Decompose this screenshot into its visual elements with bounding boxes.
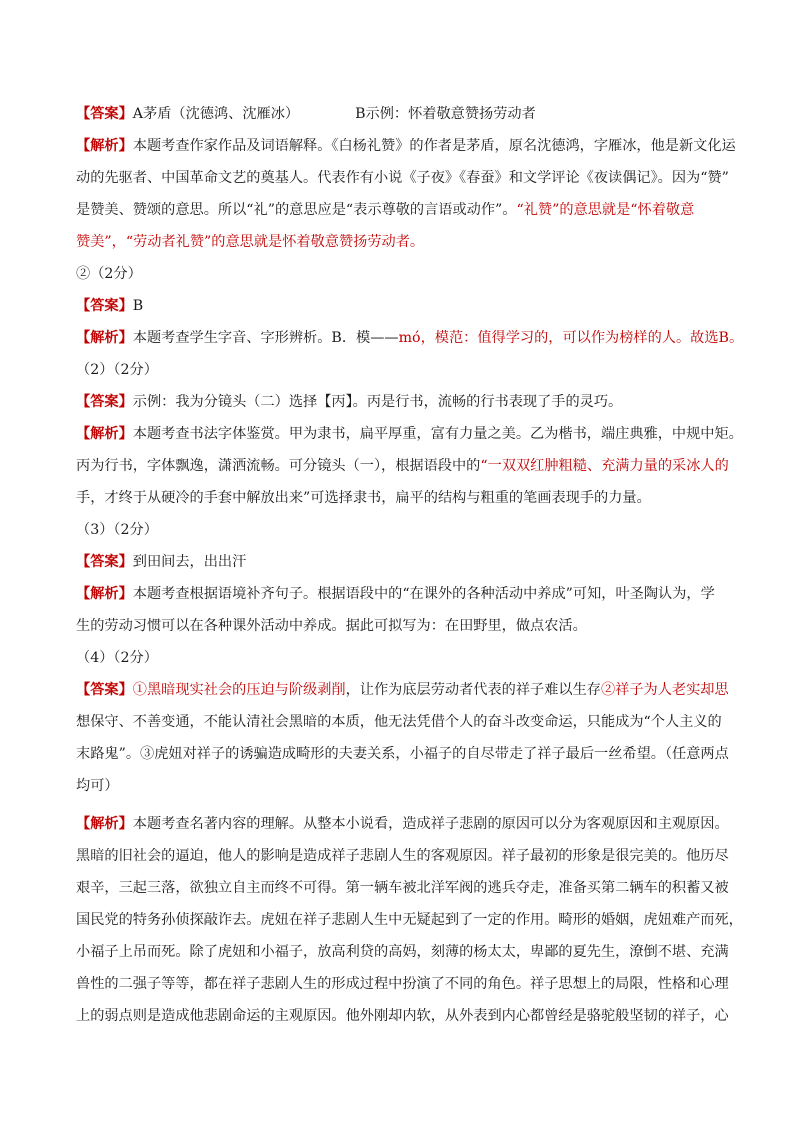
text-segment: 本题考查根据语境补齐句子。根据语段中的“在课外的各种活动中养成”可知，叶圣陶认为，学 xyxy=(132,586,715,602)
highlighted-text: “礼赞”的意思就是“怀着敬意 xyxy=(516,202,695,218)
text-segment: 动的先驱者、中国革命文艺的奠基人。代表作有小说《子夜》《春蚕》和文学评论《夜读偶记》。因为“赞” xyxy=(76,170,729,186)
text-line xyxy=(76,194,726,226)
text-segment: 黑暗的旧社会的逼迫，他人的影响是造成祥子悲剧人生的客观原因。祥子最初的形象是很完美的。他历尽 xyxy=(76,848,729,864)
answer-analysis-content xyxy=(76,98,744,1032)
text-line xyxy=(76,936,729,968)
text-line xyxy=(76,674,729,706)
text-segment: （2）（2分） xyxy=(76,362,158,378)
text-line xyxy=(76,482,726,514)
text-segment: 小福子上吊而死。除了虎妞和小福子，放高利贷的高妈，刻薄的杨太太，卑鄙的夏先生，潦倒不堪、充满 xyxy=(76,944,729,960)
highlighted-text: mó，模范：值得学习的，可以作为榜样的人。故选B。 xyxy=(398,330,744,346)
text-segment: 本题考查名著内容的理解。从整本小说看，造成祥子悲剧的原因可以分为客观原因和主观原因。 xyxy=(132,816,729,832)
text-line xyxy=(76,386,726,418)
text-segment: 本题考查书法字体鉴赏。甲为隶书，扁平厚重，富有力量之美。乙为楷书，端庄典雅，中规中矩。 xyxy=(132,426,743,442)
text-segment: （4）（2分） xyxy=(76,650,158,666)
text-segment: B示例：怀着敬意赞扬劳动者 xyxy=(355,106,536,122)
text-line xyxy=(76,130,736,162)
section-label: 【解析】 xyxy=(76,426,133,442)
text-segment: 是赞美、赞颂的意思。所以“礼”的意思应是“表示尊敬的言语或动作”。 xyxy=(76,202,517,218)
text-line xyxy=(76,290,726,322)
text-line xyxy=(76,738,729,770)
section-label: 【解析】 xyxy=(76,330,133,346)
text-line xyxy=(76,418,743,450)
section-label: 【解析】 xyxy=(76,138,133,154)
text-segment: 本题考查作家作品及词语解释。《白杨礼赞》的作者是茅盾，原名沈德鸿，字雁冰，他是新文化运 xyxy=(132,138,736,154)
text-segment: 丙为行书，字体飘逸，潇洒流畅。可分镜头（一），根据语段中的 xyxy=(76,458,481,474)
text-line xyxy=(76,546,726,578)
text-line xyxy=(76,1000,729,1032)
section-label: 【答案】 xyxy=(76,682,133,698)
highlighted-text: ①黑暗现实社会的压迫与阶级剥削 xyxy=(132,682,346,698)
highlighted-text: ②祥子为人老实却思 xyxy=(600,682,729,698)
section-label: 【解析】 xyxy=(76,816,133,832)
text-segment: 本题考查学生字音、字形辨析。B．模—— xyxy=(132,330,399,346)
text-segment: 上的弱点则是造成他悲剧命运的主观原因。他外刚却内软，从外表到内心都曾经是骆驼般坚韧的祥子，心 xyxy=(76,1008,729,1024)
text-line xyxy=(76,904,743,936)
text-line xyxy=(76,258,726,290)
text-segment: 均可） xyxy=(76,778,119,794)
text-segment: 手，才终于从硬冷的手套中解放出来”可选择隶书，扁平的结构与粗重的笔画表现手的力量。 xyxy=(76,490,651,506)
text-line xyxy=(76,98,726,130)
highlighted-text: 赞美”，“劳动者礼赞”的意思就是怀着敬意赞扬劳动者。 xyxy=(76,234,425,250)
text-line xyxy=(76,450,729,482)
text-segment: 示例：我为分镜头（二）选择【丙】。丙是行书，流畅的行书表现了手的灵巧。 xyxy=(132,394,623,410)
text-line xyxy=(76,872,729,904)
text-segment: （3）（2分） xyxy=(76,522,158,538)
text-line xyxy=(76,578,726,610)
text-line xyxy=(76,642,726,674)
text-line xyxy=(76,706,726,738)
text-segment: 想保守、不善变通，不能认清社会黑暗的本质，他无法凭借个人的奋斗改变命运，只能成为“个人主义的 xyxy=(76,714,722,730)
section-label: 【答案】 xyxy=(76,394,133,410)
text-line xyxy=(76,968,729,1000)
text-line xyxy=(76,514,726,546)
text-line xyxy=(76,226,726,258)
text-segment: 艰辛，三起三落，欲独立自主而终不可得。第一辆车被北洋军阀的逃兵夺走，准备买第二辆车的积蓄又被 xyxy=(76,880,729,896)
text-line xyxy=(76,322,744,354)
section-label: 【答案】 xyxy=(76,298,133,314)
text-segment: ，让作为底层劳动者代表的祥子难以生存 xyxy=(345,682,601,698)
text-segment: 兽性的二强子等等，都在祥子悲剧人生的形成过程中扮演了不同的角色。祥子思想上的局限，性格和心理 xyxy=(76,976,729,992)
text-segment: B xyxy=(132,298,144,314)
text-line xyxy=(76,770,726,802)
text-line xyxy=(76,354,726,386)
text-segment: A茅盾（沈德鸿、沈雁冰） xyxy=(132,106,300,122)
text-segment: 国民党的特务孙侦探敲诈去。虎妞在祥子悲剧人生中无疑起到了一定的作用。畸形的婚姻，虎妞难产而死， xyxy=(76,912,743,928)
section-label: 【答案】 xyxy=(76,554,133,570)
text-line xyxy=(76,808,729,840)
text-segment: 到田间去，出出汗 xyxy=(132,554,247,570)
section-label: 【解析】 xyxy=(76,586,133,602)
text-line xyxy=(76,610,726,642)
text-line xyxy=(76,840,729,872)
text-segment: ②（2分） xyxy=(76,266,142,282)
text-line xyxy=(76,162,729,194)
highlighted-text: “一双双红肿粗糙、充满力量的采冰人的 xyxy=(480,458,729,474)
text-segment: 末路鬼”。③虎妞对祥子的诱骗造成畸形的夫妻关系，小福子的自尽带走了祥子最后一丝希望。（任意两点 xyxy=(76,746,729,762)
section-label: 【答案】 xyxy=(76,106,133,122)
text-segment: 生的劳动习惯可以在各种课外活动中养成。据此可拟写为：在田野里，做点农活。 xyxy=(76,618,587,634)
